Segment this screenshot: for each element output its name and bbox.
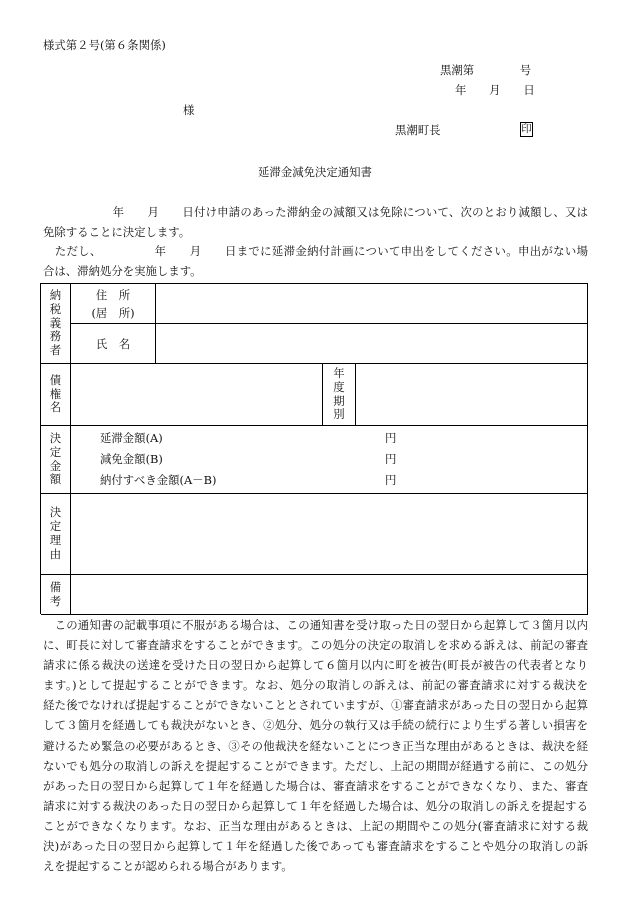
amount-label: 決定金額 (49, 430, 62, 487)
notice-line: 経た後でなければ提起することができないこととされていますが、①審査請求があった日の翌日から起算 (43, 698, 588, 713)
notice-line: この通知書の記載事項に不服がある場合は、この通知書を受け取った日の翌日から起算して３箇月以内 (43, 618, 588, 632)
fiscal-period-label: 年度期別 (333, 365, 345, 422)
notice-line: 請求に対する裁決のあった日の翌日から起算して１年を経過した場合は、処分の取消しの訴えを提起する (43, 798, 588, 813)
intro-text (43, 203, 588, 281)
notice-line: 決)があった日の翌日から起算して１年を経過した後であっても審査請求をすることや処分の取消しの訴 (43, 839, 588, 854)
notice-line: して３箇月を経過しても裁決がないとき、②処分、処分の執行又は手続の続行により生ずる著しい損害を (43, 718, 588, 733)
seal-mark: 印 (521, 123, 532, 135)
address-label-cell (71, 284, 156, 324)
issue-date: 年 月 日 (455, 83, 535, 97)
remarks-label-cell (41, 575, 71, 615)
document-title: 延滞金減免決定通知書 (258, 165, 372, 179)
notice-line: に、町長に対して審査請求をすることができます。この処分の決定の取消しを求める訴えは、前記の審査 (43, 638, 588, 653)
name-label-cell (71, 324, 156, 364)
residence-label: (居 所) (91, 305, 135, 320)
notice-line: 請求に係る裁決の送達を受けた日の翌日から起算して６箇月以内に町を被告(町長が被告の代表者となり (43, 658, 588, 673)
taxpayer-label-cell (41, 284, 71, 364)
address-value-cell (156, 284, 588, 324)
intro-line: ただし、 年 月 日までに延滞金納付計画について申出をしてください。申出がない場 (43, 244, 588, 258)
notice-line: ことができなくなります。なお、正当な理由があるときは、上記の期間やこの処分(審査請求に対する裁 (43, 818, 588, 833)
amount-value-cell (71, 426, 588, 494)
fiscal-period-label-cell (323, 364, 356, 426)
issuer-name: 黒潮町長 (395, 123, 441, 137)
notice-line: ます。)として提起することができます。なお、処分の取消しの訴えは、前記の審査請求に対する裁決を (43, 678, 588, 693)
late-fee-amount-label: 延滞金額(A) (100, 431, 163, 445)
reduction-amount-label: 減免金額(B) (100, 452, 163, 466)
notice-line: があった日の翌日から起算して１年を経過した場合は、審査請求をすることができなくなり、また、審査 (43, 778, 588, 793)
claim-label-cell (41, 364, 71, 426)
address-label: 住 所 (95, 287, 131, 302)
amount-row (100, 428, 587, 449)
appeal-notice-text (43, 615, 588, 876)
form-number: 様式第２号(第６条関係) (43, 38, 166, 52)
remarks-value-cell (71, 575, 588, 615)
yen-unit: 円 (385, 473, 397, 487)
name-value-cell (156, 324, 588, 364)
payable-amount-label: 納付すべき金額(A－B) (100, 473, 217, 487)
claim-label: 債権名 (49, 372, 62, 415)
intro-line: 合は、滞納処分を実施します。 (43, 263, 202, 278)
amount-label-cell (41, 426, 71, 494)
taxpayer-label: 納税義務者 (49, 288, 62, 358)
addressee-suffix: 様 (183, 103, 195, 117)
remarks-label: 備考 (49, 579, 62, 608)
intro-line: 免除することに決定します。 (43, 224, 191, 239)
yen-unit: 円 (385, 431, 397, 445)
notice-line: 避けるため緊急の必要があるとき、③その他裁決を経ないことにつき正当な理由があるときは、裁決を経 (43, 738, 588, 753)
notice-line: えを提起することが認められる場合があります。 (43, 859, 293, 874)
decision-table (40, 283, 588, 614)
document-number: 黒潮第 号 (440, 63, 532, 77)
reason-label-cell (41, 494, 71, 575)
reason-label: 決定理由 (49, 505, 62, 561)
name-label: 氏 名 (95, 336, 131, 351)
claim-value-cell (71, 364, 323, 426)
amount-row (100, 470, 587, 491)
intro-line: 年 月 日付け申請のあった滞納金の減額又は免除について、次のとおり減額し、又は (43, 205, 588, 219)
yen-unit: 円 (385, 452, 397, 466)
fiscal-period-value-cell (356, 364, 588, 426)
reason-value-cell (71, 494, 588, 575)
notice-line: ないでも処分の取消しの訴えを提起することができます。ただし、上記の期間が経過する前に、この処分 (43, 758, 588, 773)
amount-row (100, 449, 587, 470)
